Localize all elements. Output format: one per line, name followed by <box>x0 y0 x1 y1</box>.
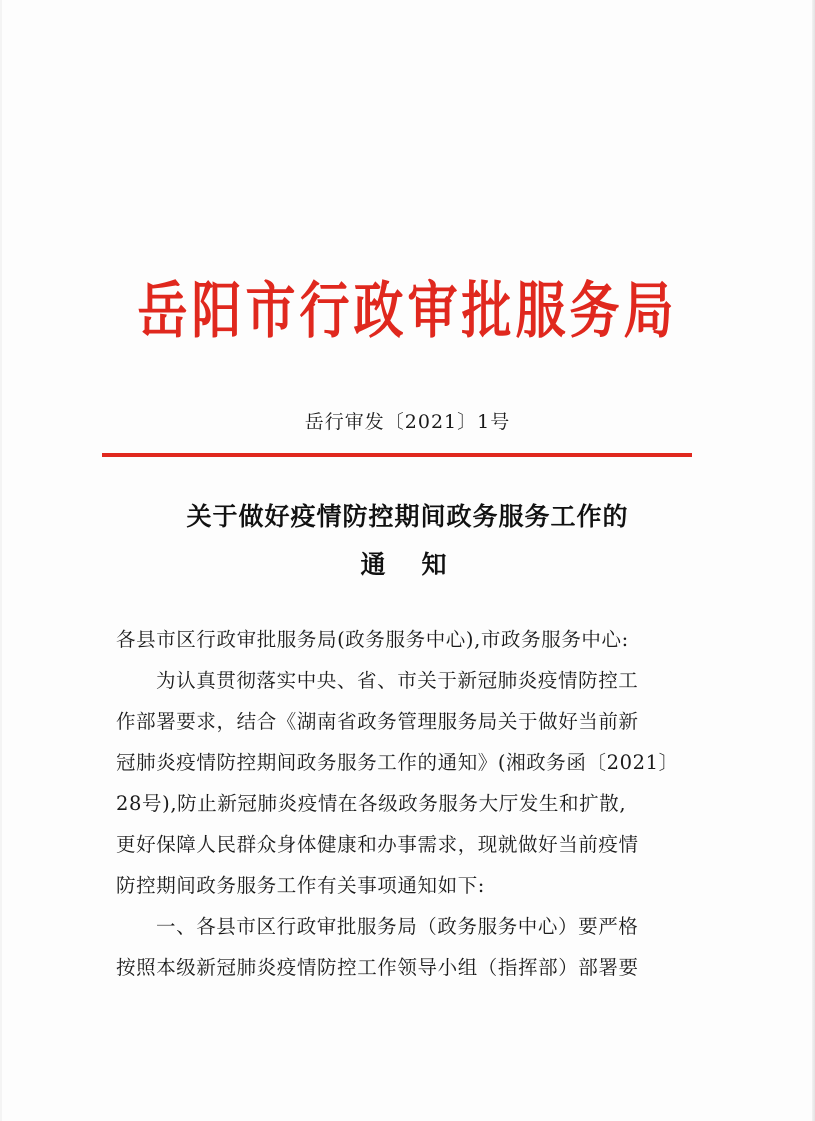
paragraph-2-line-1: 一、各县市区行政审批服务局（政务服务中心）要严格 <box>156 915 639 938</box>
paragraph-2-line-2: 按照本级新冠肺炎疫情防控工作领导小组（指挥部）部署要 <box>116 956 639 979</box>
red-divider-line <box>102 453 692 457</box>
paragraph-1-line-3: 冠肺炎疫情防控期间政务服务工作的通知》(湘政务函〔2021〕 <box>116 751 679 774</box>
document-title-line-1: 关于做好疫情防控期间政务服务工作的 <box>186 502 629 531</box>
document-title-line-2: 通知 <box>360 550 483 579</box>
agency-masthead: 岳阳市行政审批服务局 <box>137 275 678 347</box>
paragraph-1-line-1: 为认真贯彻落实中央、省、市关于新冠肺炎疫情防控工 <box>156 669 639 692</box>
paragraph-1-line-5: 更好保障人民群众身体健康和办事需求，现就做好当前疫情 <box>116 833 639 856</box>
salutation: 各县市区行政审批服务局(政务服务中心),市政务服务中心: <box>116 628 629 651</box>
document-number: 岳行审发〔2021〕1号 <box>304 411 511 433</box>
paragraph-1-line-4: 28号),防止新冠肺炎疫情在各级政务服务大厅发生和扩散, <box>116 792 627 815</box>
paragraph-1-line-2: 作部署要求，结合《湖南省政务管理服务局关于做好当前新 <box>116 710 639 733</box>
paragraph-1-line-6: 防控期间政务服务工作有关事项通知如下: <box>116 874 485 897</box>
